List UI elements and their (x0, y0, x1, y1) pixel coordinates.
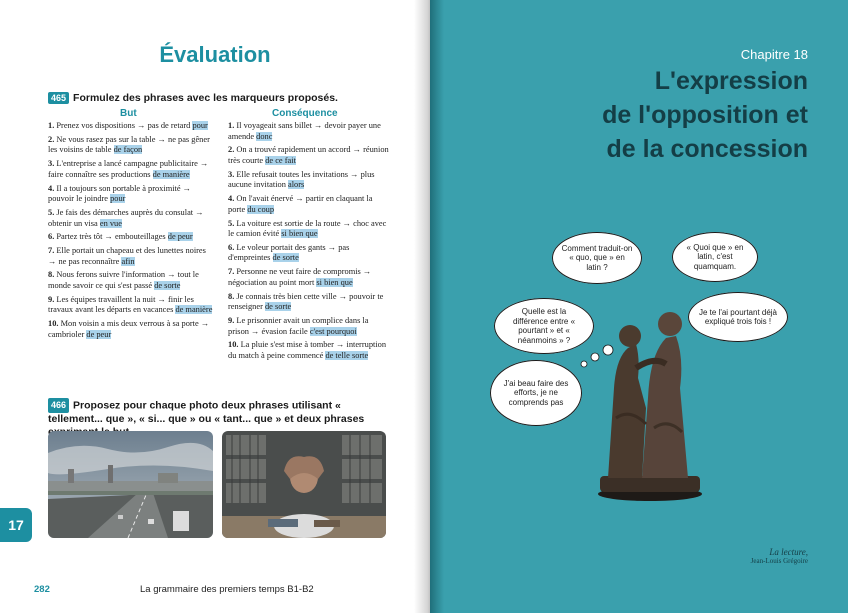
connector-highlight: de manière (152, 169, 190, 179)
exercise-item (228, 267, 390, 288)
connector-highlight: donc (256, 131, 273, 141)
column-title-consequence: Conséquence (272, 108, 338, 119)
item-number: 5. (228, 218, 235, 228)
item-text: Elle portait un chapeau et des lunettes noires → ne pas reconnaître (48, 246, 206, 266)
right-page (430, 0, 848, 613)
item-number: 4. (228, 194, 235, 204)
item-text: Mon voisin a mis deux verrous à sa porte → cambrioler (48, 319, 210, 339)
item-number: 1. (228, 121, 235, 130)
exercise-item (228, 121, 390, 142)
exercise-item (228, 219, 390, 240)
item-number: 8. (228, 291, 235, 301)
speech-bubble: « Quoi que » en latin, c'est quamquam. (672, 232, 758, 282)
connector-highlight: de sorte (154, 281, 181, 291)
connector-highlight: de sorte (264, 302, 292, 312)
caption-author: Jean-Louis Grégoire (750, 557, 808, 565)
page-title: Évaluation (159, 42, 271, 67)
item-text: Nous ferons suivre l'information → tout le monde savoir ce qui s'est passé (48, 270, 199, 291)
consequence-list (228, 121, 390, 365)
item-text: La voiture est sortie de la route → choc avec le camion évité (228, 218, 387, 239)
caption-title: La lecture, (769, 547, 808, 557)
connector-highlight: de peur (86, 329, 112, 339)
connector-highlight: pour (110, 194, 126, 204)
exercise-item (48, 184, 214, 205)
item-text: Prenez vos dispositions → pas de retard (56, 121, 193, 130)
item-number: 10. (228, 340, 239, 350)
chapter-label: Chapitre 18 (740, 47, 808, 62)
item-number: 8. (48, 270, 55, 280)
but-list (48, 121, 214, 344)
connector-highlight: de sorte (272, 253, 299, 263)
exercise-item (228, 243, 390, 264)
item-text: On a trouvé rapidement un accord → réunion très courte (228, 145, 389, 165)
item-text: L'entreprise a lancé campagne publicitaire → faire connaître ses productions (48, 159, 209, 179)
exercise-item (48, 159, 214, 180)
item-number: 2. (48, 134, 55, 144)
exercise-item (228, 194, 390, 215)
item-number: 3. (228, 169, 235, 179)
item-number: 6. (48, 232, 55, 242)
exercise-instruction: Proposez pour chaque photo deux phrases utilisant « tellement... que », « si... que » ou « tant... que » et deux phrases (48, 399, 365, 425)
item-text: Les équipes travaillent la nuit → finir les travaux avant les départs en vacances (48, 294, 194, 315)
chapter-title-line: L'expression (654, 67, 808, 95)
book-title-footer: La grammaire des premiers temps B1-B2 (140, 584, 314, 595)
connector-highlight: pour (192, 121, 208, 130)
connector-highlight: en vue (99, 218, 122, 228)
item-text: Le prisonnier avait un complice dans la prison → évasion facile (228, 316, 369, 336)
connector-highlight: alors (288, 180, 305, 190)
artwork-caption (751, 547, 808, 565)
item-text: On l'avait énervé → partir en claquant la porte (228, 194, 373, 214)
exercise-item (228, 170, 390, 191)
speech-bubble: Quelle est la différence entre « pourtant » et « néanmoins » ? (494, 298, 594, 354)
item-text: Partez très tôt → embouteillages (56, 232, 168, 242)
chapter-title-line: de la concession (606, 135, 808, 163)
item-number: 7. (48, 246, 55, 256)
thought-dots (578, 344, 618, 370)
exercise-number-badge: 465 (48, 92, 69, 104)
exercise-item (48, 319, 214, 340)
item-text: Il voyageait sans billet → devoir payer une amende (228, 121, 381, 141)
item-number: 5. (48, 207, 55, 217)
speech-bubble: Je te l'ai pourtant déjà expliqué trois fois ! (688, 292, 788, 342)
exercise-instruction: Formulez des phrases avec les marqueurs proposés. (73, 92, 338, 104)
connector-highlight: si bien que (316, 277, 353, 287)
photo-industrial-highway (48, 431, 213, 538)
connector-highlight: de peur (167, 232, 193, 242)
exercise-item (228, 316, 390, 337)
page-number: 282 (34, 584, 50, 595)
item-number: 9. (48, 294, 55, 304)
item-text: Personne ne veut faire de compromis → négociation au point mort (228, 267, 372, 287)
item-number: 6. (228, 242, 235, 252)
item-text: Je connais très bien cette ville → pouvoir te renseigner (228, 291, 384, 312)
connector-highlight: de manière (175, 305, 213, 315)
connector-highlight: afin (121, 256, 135, 266)
item-text: Le voleur portait des gants → pas d'empreintes (228, 242, 350, 263)
exercise-item (228, 340, 390, 361)
exercise-item (48, 270, 214, 291)
connector-highlight: c'est pourquoi (309, 326, 357, 336)
exercise-item (48, 232, 214, 243)
exercise-465-heading (48, 92, 338, 104)
item-number: 3. (48, 159, 55, 169)
chapter-title-line: de l'opposition et (602, 101, 808, 129)
exercise-item (48, 246, 214, 267)
item-text: Il a toujours son portable à proximité → pouvoir le joindre (48, 183, 192, 204)
exercise-item (48, 135, 214, 156)
item-text: Elle refusait toutes les invitations → plus aucune invitation (228, 169, 375, 190)
item-text: Ne vous rasez pas sur la table → ne pas gêner les voisins de table (48, 134, 210, 155)
item-number: 9. (228, 316, 235, 325)
section-tab: 17 (0, 508, 32, 542)
connector-highlight: de façon (113, 145, 143, 155)
connector-highlight: de ce fait (265, 155, 296, 165)
chapter-title (602, 64, 808, 166)
connector-highlight: du coup (247, 204, 275, 214)
item-text: La pluie s'est mise à tomber → interruption du match à peine commencé (228, 340, 387, 360)
item-number: 7. (228, 267, 235, 277)
speech-bubble: J'ai beau faire des efforts, je ne comprends pas (490, 360, 582, 426)
exercise-item (48, 208, 214, 229)
item-number: 10. (48, 319, 59, 329)
exercise-item (228, 145, 390, 166)
item-number: 2. (228, 145, 235, 155)
exercise-item (48, 121, 214, 132)
exercise-number-badge: 466 (48, 398, 69, 413)
item-number: 4. (48, 183, 55, 193)
photo-student-stressed-library (222, 431, 386, 538)
connector-highlight: de telle sorte (325, 350, 369, 360)
item-number: 1. (48, 121, 55, 130)
column-title-but: But (120, 108, 137, 119)
exercise-item (48, 295, 214, 316)
exercise-item (228, 292, 390, 313)
connector-highlight: si bien que (281, 229, 318, 239)
speech-bubble: Comment traduit-on « quo, que » en latin ? (552, 232, 642, 284)
item-text: Je fais des démarches auprès du consulat → obtenir un visa (48, 207, 204, 228)
